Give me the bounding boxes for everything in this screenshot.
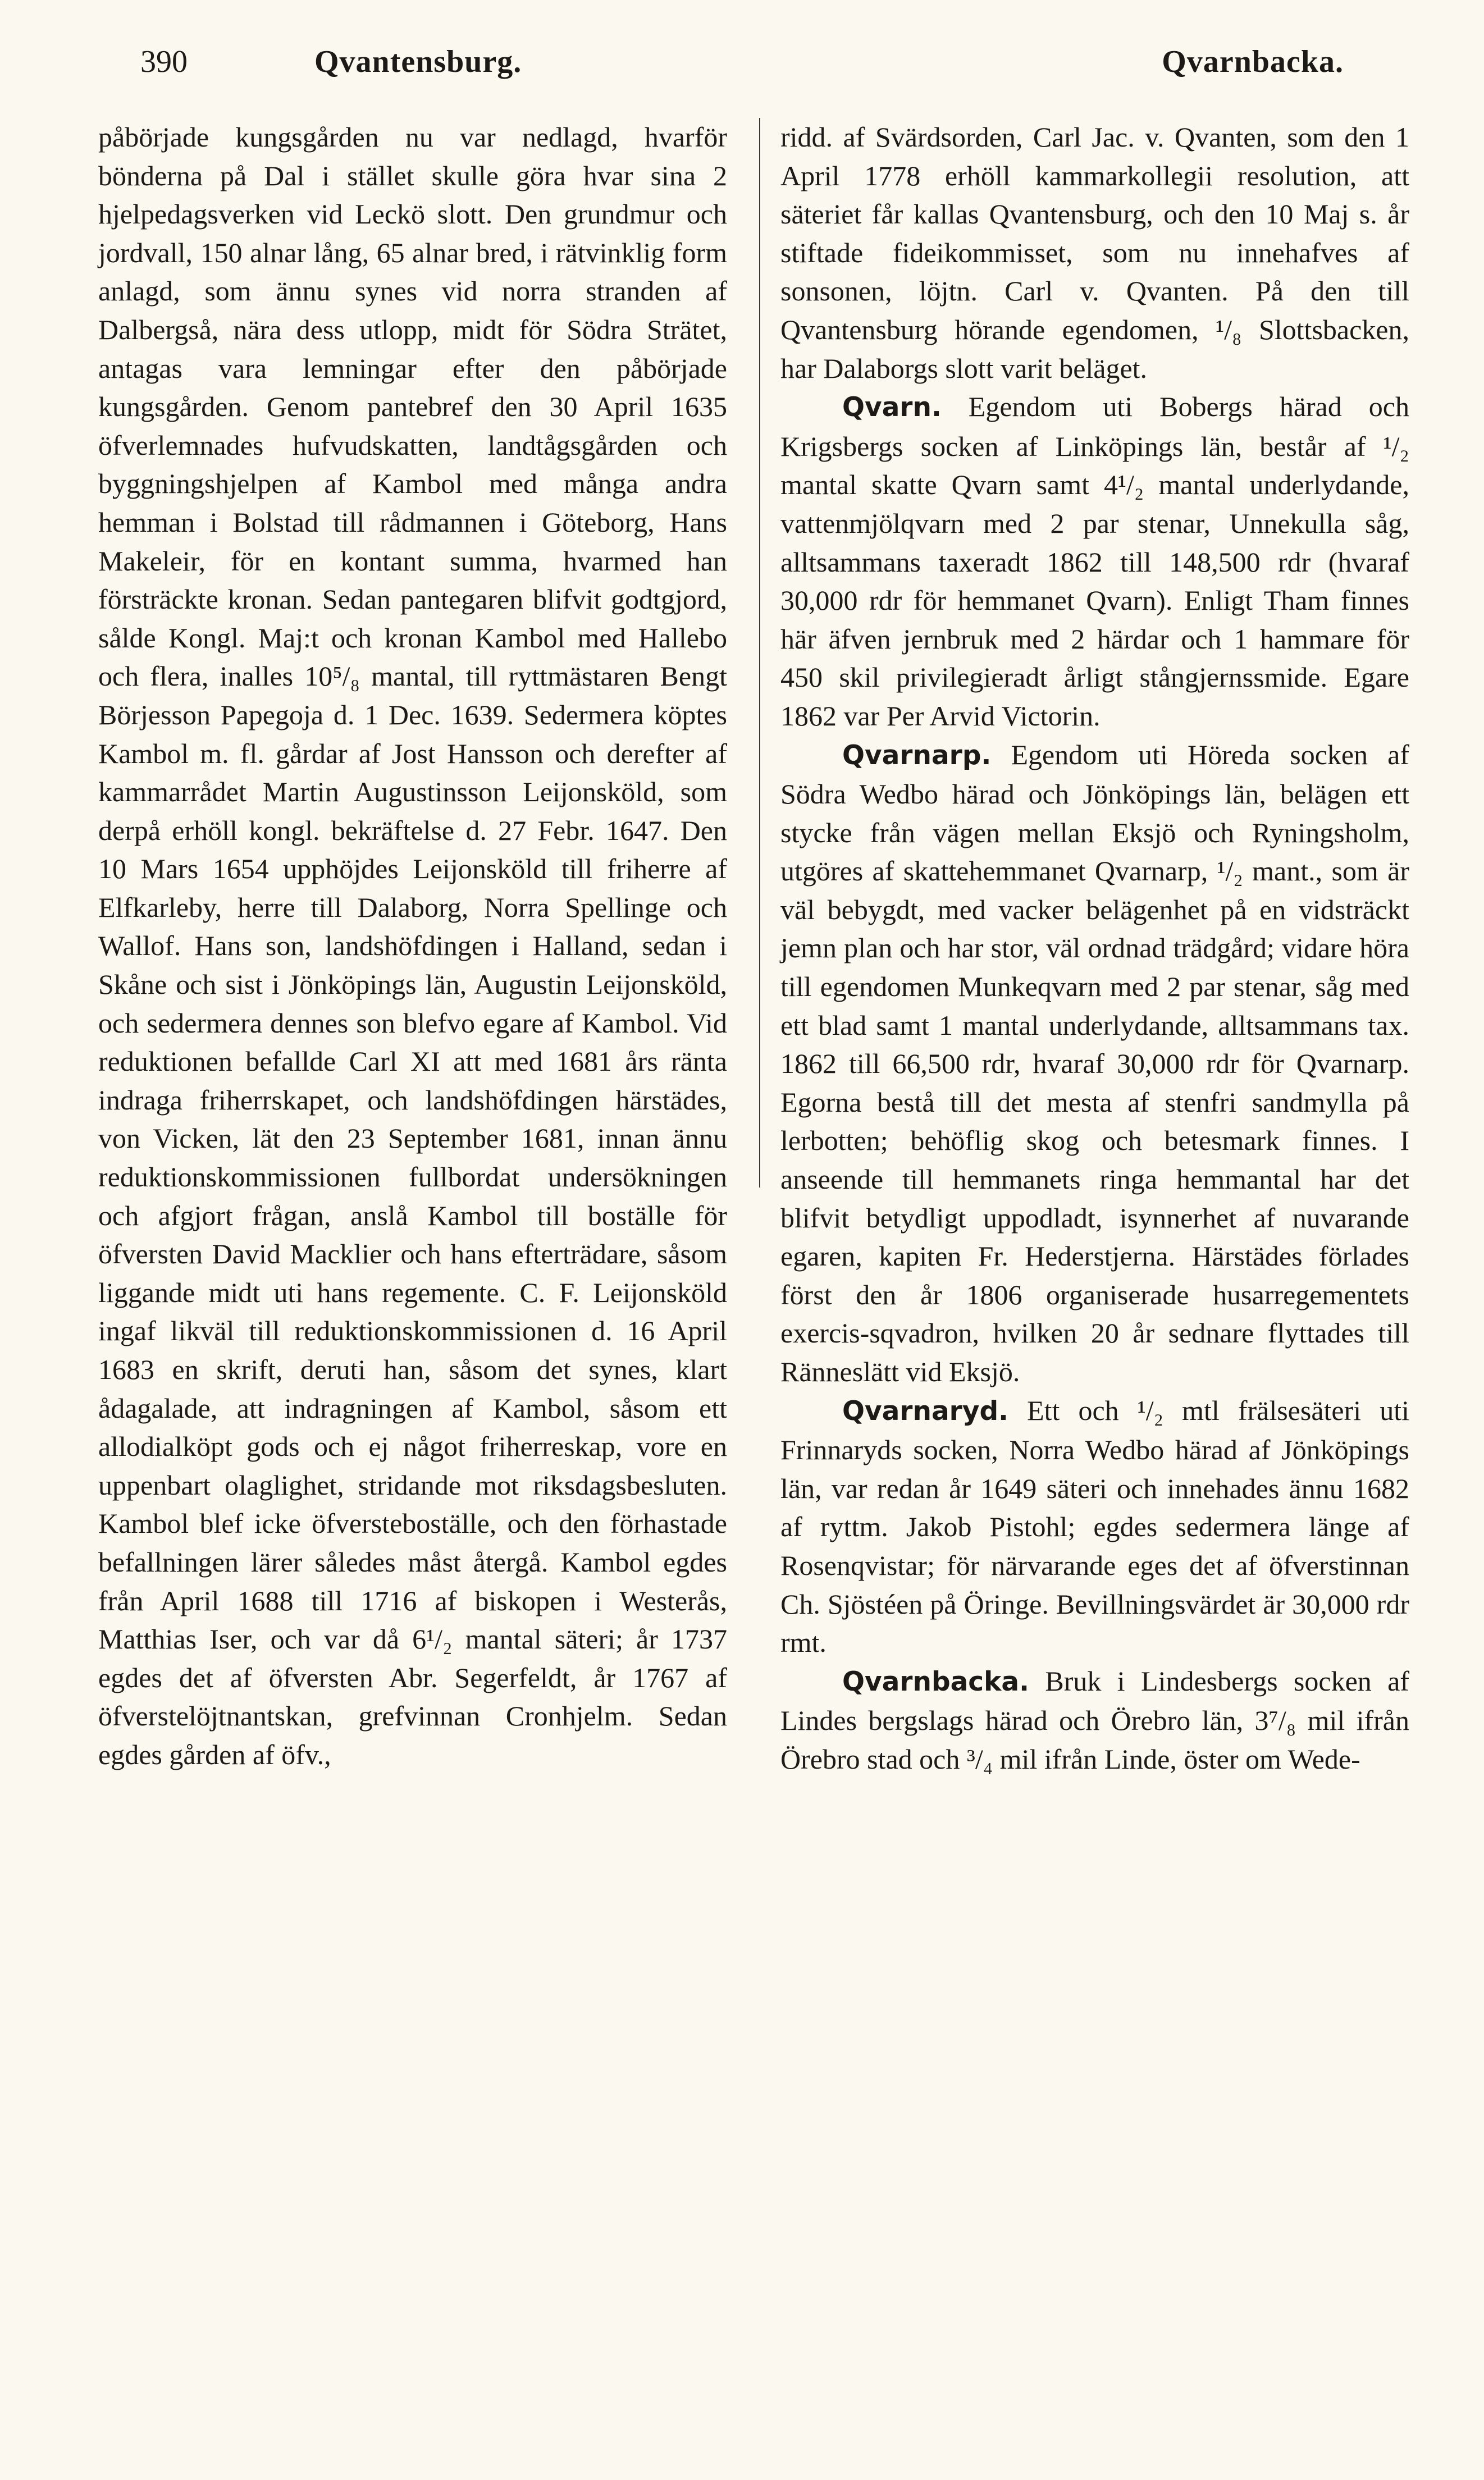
entry-text: Egendom uti Bobergs härad och Krigsbergs socken af Linköpings län, består af ¹/₂ mantal skatte Qvarn samt 4¹/₂ mantal underlydande, vattenmjölqvarn med 2 par stenar, Unnekulla såg, alltsammans taxeradt 1862 till 148,500 rdr (hvaraf 30,000 rdr för hemmanet Qvarn). Enligt Tham finnes här äfven jernbruk med 2 härdar och 1 hammare för 450 skil privilegieradt årligt stångjernssmide. Egare 1862 var Per Arvid Victorin.	[780, 391, 1410, 732]
page-number: 390	[140, 44, 188, 79]
entry-qvarn	[780, 387, 1409, 735]
entry-text: Ett och ¹/₂ mtl frälsesäteri uti Frinnaryds socken, Norra Wedbo härad af Jönköpings län, var redan år 1649 säteri och innehades ännu 1682 af ryttm. Jakob Pistohl; egdes sedermera länge af Rosenqvistar; för närvarande eges det af öfverstinnan Ch. Sjöstéen på Öringe. Bevillningsvärdet är 30,000 rdr rmt.	[780, 1394, 1410, 1659]
entry-qvarnaryd	[780, 1391, 1409, 1662]
entry-qvarnarp	[780, 736, 1409, 1391]
entry-text: Egendom uti Höreda socken af Södra Wedbo härad och Jönköpings län, belägen ett stycke från vägen mellan Eksjö och Ryningsholm, utgöres af skattehemmanet Qvarnarp, ¹/₂ mant., som är väl bebygdt, med vacker belägenhet på en vidsträckt jemn plan och har stor, väl ordnad trädgård; vidare höra till egendomen Munkeqvarn med 2 par stenar, såg med ett blad samt 1 mantal underlydande, alltsammans tax. 1862 till 66,500 rdr, hvaraf 30,000 rdr för Qvarnarp. Egorna bestå till det mesta af stenfri sandmylla på lerbotten; behöflig skog och betesmark finnes. I anseende till hemmanets ringa hemmantal har det blifvit betydligt uppodladt, isynnerhet af nuvarande egaren, kapiten Fr. Hederstjerna. Härstädes förlades först den år 1806 organiserade husarregementets exercis-sqvadron, hvilken 20 år sednare flyttades till Ränneslätt vid Eksjö.	[780, 738, 1410, 1387]
entry-headword: Qvarnaryd.	[842, 1395, 1008, 1427]
entry-headword: Qvarnarp.	[842, 739, 992, 771]
right-column-intro: ridd. af Svärdsorden, Carl Jac. v. Qvanten, som den 1 April 1778 erhöll kammarkollegii resolution, att säteriet får kallas Qvantensburg, och den 10 Maj s. år stiftade fideikommisset, som nu innehafves af sonsonen, löjtn. Carl v. Qvanten. På den till Qvantensburg hörande egendomen, ¹/₈ Slottsbacken, har Dalaborgs slott varit beläget.	[780, 121, 1409, 384]
column-divider	[759, 118, 760, 1188]
entry-headword: Qvarn.	[842, 392, 942, 423]
running-head-left: Qvantensburg.	[314, 44, 522, 79]
entry-headword: Qvarnbacka.	[842, 1666, 1029, 1697]
running-head-right: Qvarnbacka.	[1162, 44, 1344, 79]
entry-text: Bruk i Lindesbergs socken af Lindes bergslags härad och Örebro län, 3⁷/₈ mil ifrån Örebro stad och ³/₄ mil ifrån Linde, öster om Wede-	[780, 1665, 1409, 1775]
page-header	[95, 44, 1389, 100]
entry-qvarnbacka	[780, 1662, 1409, 1779]
right-column	[780, 118, 1409, 1779]
left-column-text: påbörjade kungsgården nu var nedlagd, hvarför bönderna på Dal i stället skulle göra hvar sina 2 hjelpedagsverken vid Leckö slott. Den grundmur och jordvall, 150 alnar lång, 65 alnar bred, i rätvinklig form anlagd, som ännu synes vid norra stranden af Dalbergså, nära dess utlopp, midt för Södra Strätet, antagas vara lemningar efter den påbörjade kungsgården. Genom pantebref den 30 April 1635 öfverlemnades hufvudskatten, landtågsgården och byggningshjelpen af Kambol med många andra hemman i Bolstad till rådmannen i Göteborg, Hans Makeleir, för en kontant summa, hvarmed han försträckte kronan. Sedan pantegaren blifvit godtgjord, sålde Kongl. Maj:t och kronan Kambol med Hallebo och flera, inalles 10⁵/₈ mantal, till ryttmästaren Bengt Börjesson Papegoja d. 1 Dec. 1639. Sedermera köptes Kambol m. fl. gårdar af Jost Hansson och derefter af kammarrådet Martin Augustinsson Leijonsköld, som derpå erhöll kongl. bekräftelse d. 27 Febr. 1647. Den 10 Mars 1654 upphöjdes Leijonsköld till friherre af Elfkarleby, herre till Dalaborg, Norra Spellinge och Wallof. Hans son, landshöfdingen i Halland, sedan i Skåne och sist i Jönköpings län, Augustin Leijonsköld, och sedermera dennes son blefvo egare af Kambol. Vid reduktionen befallde Carl XI att med 1681 års ränta indraga friherrskapet, och landshöfdingen härstädes, von Vicken, lät den 23 September 1681, innan ännu reduktionskommissionen fullbordat undersökningen och afgjort frågan, anslå Kambol till boställe för öfversten David Macklier och hans efterträdare, såsom liggande midt uti hans regemente. C. F. Leijonsköld ingaf likväl till reduktionskommissionen d. 16 April 1683 en skrift, deruti han, såsom det synes, klart ådagalade, att indragningen af Kambol, såsom ett allodialköpt gods och ej något friherreskap, vore en uppenbart olaglighet, stridande mot riksdagsbesluten. Kambol blef icke öfversteboställe, och den förhastade befallningen lärer således måst återgå. Kambol egdes från April 1688 till 1716 af biskopen i Westerås, Matthias Iser, och var då 6¹/₂ mantal säteri; år 1737 egdes det af öfversten Abr. Segerfeldt, år 1767 af öfverstelöjtnantskan, grefvinnan Cronhjelm. Sedan egdes gården af öfv.,	[98, 121, 727, 1770]
left-column	[98, 118, 727, 1774]
